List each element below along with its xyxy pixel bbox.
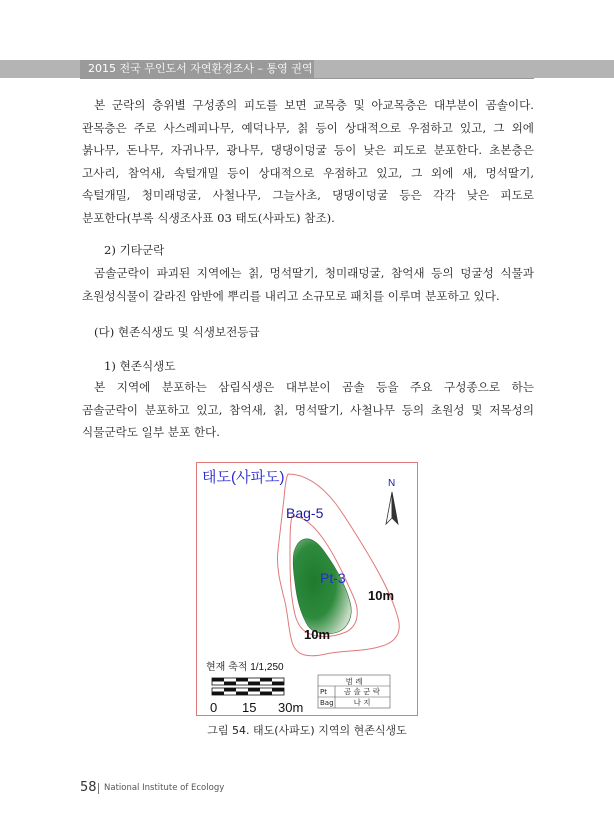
header-rule (80, 78, 534, 79)
paragraph-other-communities (82, 262, 534, 307)
legend (318, 675, 390, 708)
bag-label: Bag-5 (286, 505, 324, 521)
heading-current-vegetation: 1) 현존식생도 (104, 359, 176, 373)
heading-other-communities: 2) 기타군락 (104, 243, 165, 257)
text-line: 본 지역에 분포하는 삼림식생은 대부분이 곰솔 등을 주요 구성종으로 하는 (94, 380, 534, 394)
legend-name-pine: 곰 솔 군 락 (343, 687, 381, 696)
text-line: 곰솔군락이 파괴된 지역에는 칡, 멍석딸기, 청미래덩굴, 참억새 등의 덩굴성 식물과 (94, 266, 534, 280)
scale-text: 현재 축적 1/1,250 (206, 662, 284, 673)
distance-label-right: 10m (368, 588, 395, 603)
text-line: 고사리, 참억새, 속털개밀 등이 상대적으로 우점하고 있고, 그 외에 새, 멍석딸기, (82, 165, 534, 180)
text-line: 관목층은 주로 사스레피나무, 예덕나무, 칡 등이 상대적으로 우점하고 있고, 그 외에 (82, 120, 534, 135)
text-line: 분포한다(부록 식생조사표 03 태도(사파도) 참조). (82, 210, 335, 225)
legend-code-bag: Bag (320, 699, 334, 707)
map-title: 태도(사파도) (202, 469, 285, 486)
paragraph-canopy-species (82, 94, 534, 229)
pt-label: Pt-3 (320, 570, 346, 586)
legend-code-pt: Pt (320, 688, 327, 696)
text-line: 본 군락의 층위별 구성종의 피도를 보면 교목층 및 아교목층은 대부분이 곰솔이다. (94, 98, 534, 112)
running-header: 2015 전국 무인도서 자연환경조사 – 통영 권역 (88, 62, 313, 75)
scale-tick-30: 30m (278, 700, 304, 715)
vegetation-map (196, 462, 418, 716)
text-line: 초원성식물이 갈라진 암반에 뿌리를 내리고 소규모로 패치를 이루며 분포하고 있다. (82, 288, 500, 303)
legend-title: 범 례 (345, 677, 363, 686)
footer-org: National Institute of Ecology (104, 783, 225, 793)
text-line: 식물군락도 일부 분포 한다. (82, 425, 220, 439)
distance-label-bottom: 10m (304, 627, 331, 642)
paragraph-current-vegetation (82, 376, 534, 444)
text-line: 곰솔군락이 분포하고 있고, 참억새, 칡, 멍석딸기, 사철나무 등의 초원성 및 저목성의 (82, 402, 534, 417)
legend-name-bare: 나 지 (353, 698, 371, 707)
heading-section: (다) 현존식생도 및 식생보전등급 (94, 325, 260, 339)
scale-tick-0: 0 (210, 700, 218, 715)
page-number: 58 (80, 780, 97, 795)
text-line: 붉나무, 돈나무, 자귀나무, 광나무, 댕댕이덩굴 등이 낮은 피도로 분포한다. 초본층은 (82, 143, 534, 157)
figure-caption: 그림 54. 태도(사파도) 지역의 현존식생도 (207, 724, 407, 737)
north-label: N (388, 478, 396, 489)
scale-tick-15: 15 (242, 700, 257, 715)
footer-divider (98, 783, 99, 794)
text-line: 속털개밀, 청미래덩굴, 사철나무, 그늘사초, 댕댕이덩굴 등은 각각 낮은 피도로 (82, 188, 534, 202)
